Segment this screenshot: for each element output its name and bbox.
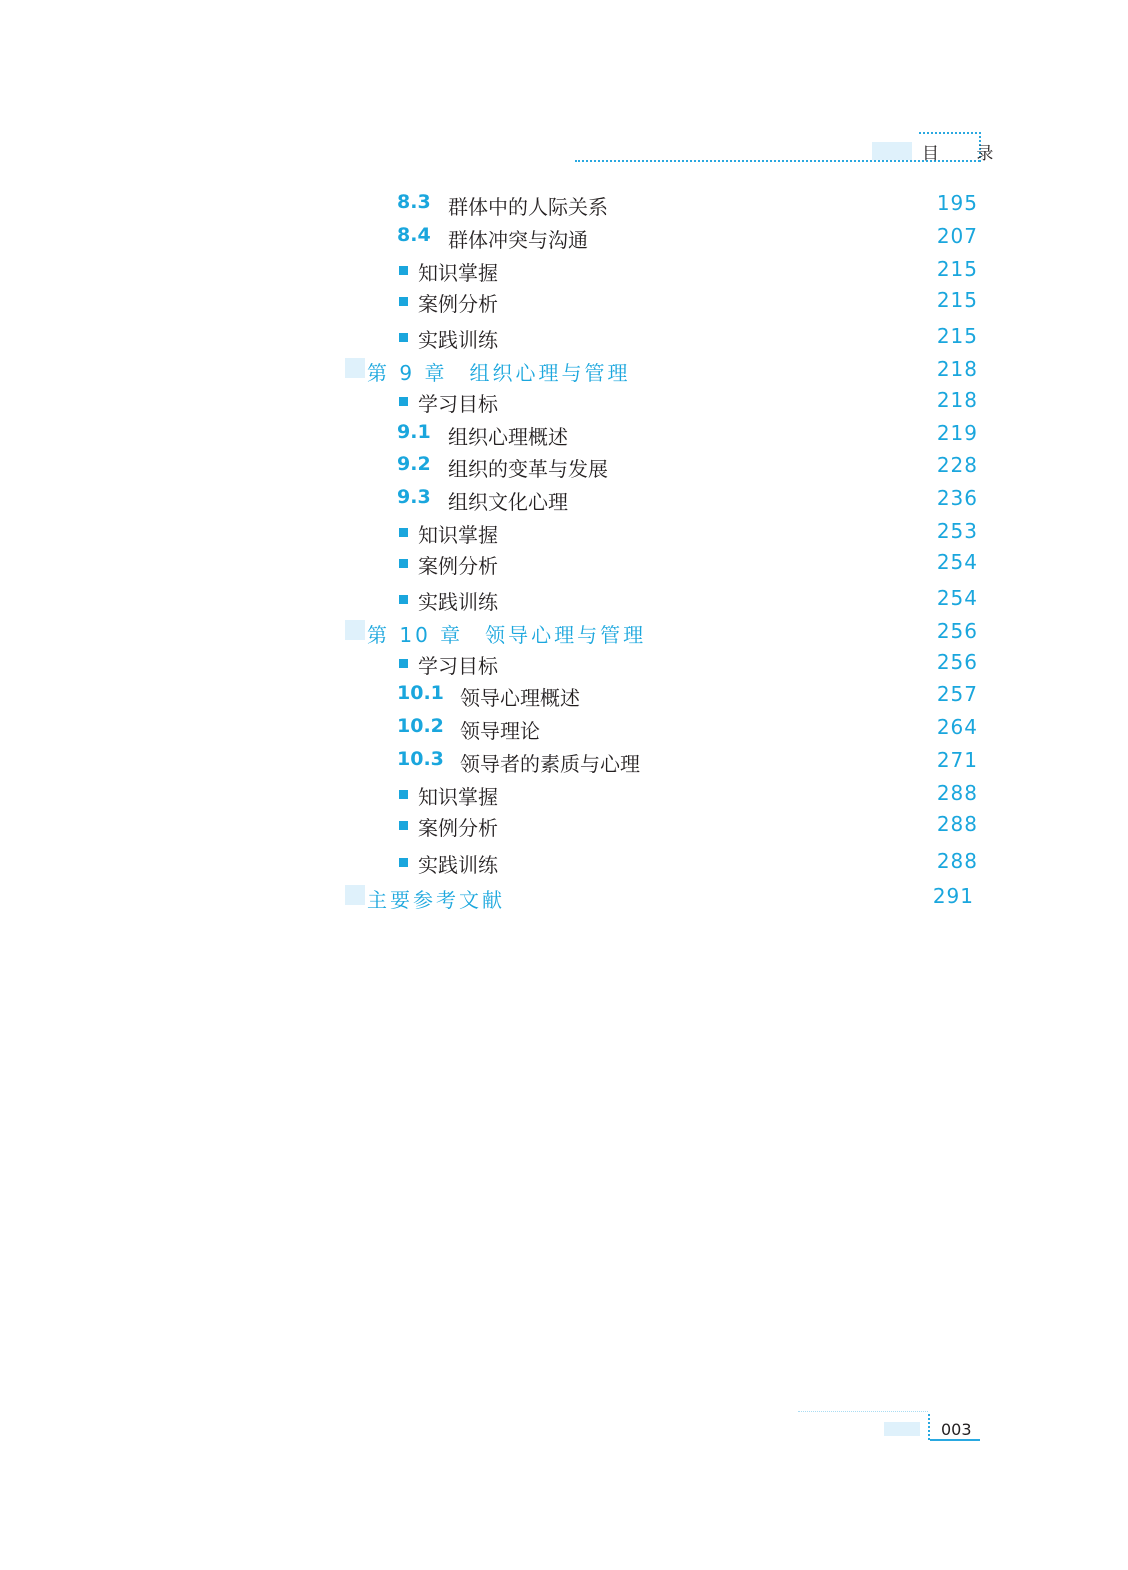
page-ref: 257 xyxy=(936,682,978,706)
section-title: 群体中的人际关系 xyxy=(448,195,608,219)
page-ref: 288 xyxy=(936,849,978,873)
toc-bullet-row xyxy=(0,849,1128,879)
section-title: 组织文化心理 xyxy=(448,490,568,514)
square-bullet-icon xyxy=(399,858,408,867)
toc-section-row xyxy=(0,748,1128,778)
section-title: 领导心理概述 xyxy=(460,686,580,710)
section-number: 8.3 xyxy=(397,191,431,213)
toc-bullet-row xyxy=(0,257,1128,287)
toc-section-row xyxy=(0,453,1128,483)
page-ref: 254 xyxy=(936,550,978,574)
toc-section-row xyxy=(0,224,1128,254)
section-title: 群体冲突与沟通 xyxy=(448,228,588,252)
section-number: 10.3 xyxy=(397,748,444,770)
toc-chapter-row xyxy=(0,884,1128,914)
chapter-title: 领导心理与管理 xyxy=(485,623,647,647)
bullet-title: 案例分析 xyxy=(418,816,498,840)
bullet-title: 实践训练 xyxy=(418,590,498,614)
square-bullet-icon xyxy=(399,659,408,668)
section-title: 组织心理概述 xyxy=(448,425,568,449)
toc-bullet-row xyxy=(0,288,1128,318)
page-ref: 256 xyxy=(936,650,978,674)
section-number: 10.2 xyxy=(397,715,444,737)
page-title: 目 录 xyxy=(922,144,1010,164)
bullet-title: 实践训练 xyxy=(418,328,498,352)
section-number: 8.4 xyxy=(397,224,431,246)
chapter-marker-block xyxy=(345,885,365,905)
toc-bullet-row xyxy=(0,324,1128,354)
bullet-title: 知识掌握 xyxy=(418,523,498,547)
square-bullet-icon xyxy=(399,528,408,537)
footer-tab-block xyxy=(884,1422,920,1436)
toc-chapter-row xyxy=(0,619,1128,649)
chapter-label: 主要参考文献 xyxy=(367,888,505,912)
toc-bullet-row xyxy=(0,519,1128,549)
page-ref: 218 xyxy=(936,388,978,412)
square-bullet-icon xyxy=(399,821,408,830)
square-bullet-icon xyxy=(399,595,408,604)
page-ref: 291 xyxy=(932,884,974,908)
toc-bullet-row xyxy=(0,550,1128,580)
square-bullet-icon xyxy=(399,297,408,306)
chapter-heading xyxy=(367,357,630,386)
square-bullet-icon xyxy=(399,559,408,568)
page-ref: 236 xyxy=(936,486,978,510)
page-ref: 288 xyxy=(936,781,978,805)
page-ref: 271 xyxy=(936,748,978,772)
page-ref: 228 xyxy=(936,453,978,477)
page-ref: 256 xyxy=(936,619,978,643)
toc-bullet-row xyxy=(0,812,1128,842)
chapter-heading xyxy=(367,619,646,648)
section-title: 领导者的素质与心理 xyxy=(460,752,640,776)
section-title: 组织的变革与发展 xyxy=(448,457,608,481)
page-ref: 215 xyxy=(936,288,978,312)
bullet-title: 知识掌握 xyxy=(418,261,498,285)
toc-section-row xyxy=(0,715,1128,745)
page-ref: 288 xyxy=(936,812,978,836)
footer-underline xyxy=(930,1439,980,1441)
header-tab-block xyxy=(872,142,912,160)
section-number: 9.3 xyxy=(397,486,431,508)
toc-section-row xyxy=(0,486,1128,516)
page-ref: 195 xyxy=(936,191,978,215)
square-bullet-icon xyxy=(399,397,408,406)
chapter-marker-block xyxy=(345,620,365,640)
bullet-title: 学习目标 xyxy=(418,654,498,678)
bullet-title: 案例分析 xyxy=(418,292,498,316)
page-ref: 218 xyxy=(936,357,978,381)
bullet-title: 学习目标 xyxy=(418,392,498,416)
toc-bullet-row xyxy=(0,388,1128,418)
page-ref: 219 xyxy=(936,421,978,445)
toc-bullet-row xyxy=(0,650,1128,680)
page-number: 003 xyxy=(941,1420,972,1439)
square-bullet-icon xyxy=(399,266,408,275)
chapter-title: 组织心理与管理 xyxy=(469,361,631,385)
toc-section-row xyxy=(0,191,1128,221)
toc-chapter-row xyxy=(0,357,1128,387)
footer-dotted-rule xyxy=(798,1411,928,1412)
toc-section-row xyxy=(0,421,1128,451)
bullet-title: 案例分析 xyxy=(418,554,498,578)
bullet-title: 实践训练 xyxy=(418,853,498,877)
chapter-label: 第 10 章 xyxy=(367,623,464,647)
toc-bullet-row xyxy=(0,586,1128,616)
chapter-heading xyxy=(367,884,505,913)
page-ref: 264 xyxy=(936,715,978,739)
section-title: 领导理论 xyxy=(460,719,540,743)
page-ref: 215 xyxy=(936,257,978,281)
chapter-label: 第 9 章 xyxy=(367,361,448,385)
page-ref: 253 xyxy=(936,519,978,543)
square-bullet-icon xyxy=(399,790,408,799)
page-ref: 254 xyxy=(936,586,978,610)
bullet-title: 知识掌握 xyxy=(418,785,498,809)
page-ref: 207 xyxy=(936,224,978,248)
square-bullet-icon xyxy=(399,333,408,342)
page-ref: 215 xyxy=(936,324,978,348)
section-number: 9.1 xyxy=(397,421,431,443)
toc-bullet-row xyxy=(0,781,1128,811)
section-number: 9.2 xyxy=(397,453,431,475)
chapter-marker-block xyxy=(345,358,365,378)
footer-dotted-divider xyxy=(928,1414,930,1440)
section-number: 10.1 xyxy=(397,682,444,704)
toc-section-row xyxy=(0,682,1128,712)
